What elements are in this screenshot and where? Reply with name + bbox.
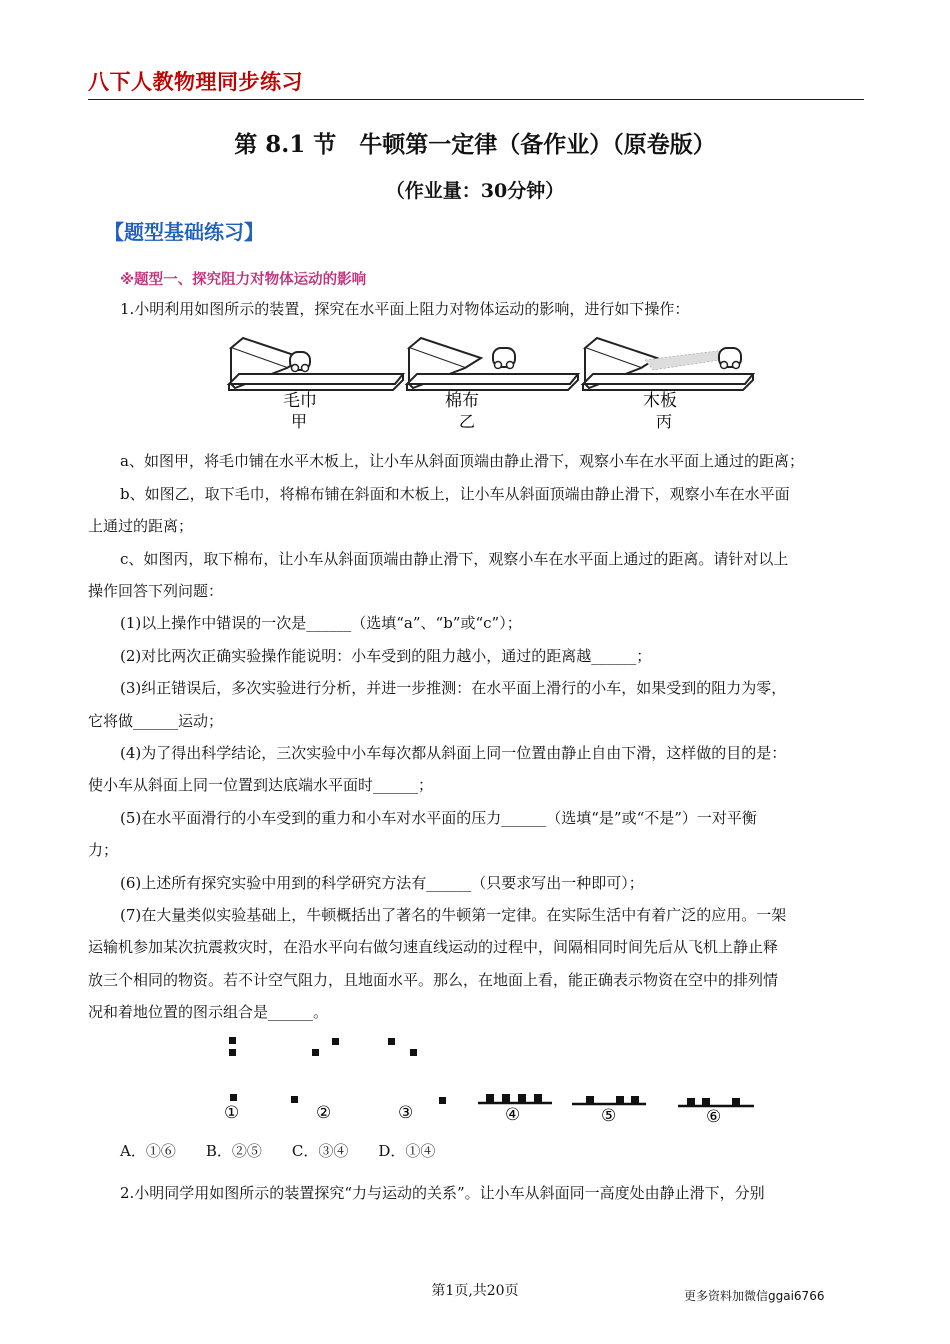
question-1-line: 它将做______运动； [88, 712, 224, 730]
question-1-options: A．①⑥ B．②⑤ C．③④ D．①④ [120, 1142, 436, 1160]
question-1-line: (6)上述所有探究实验中用到的科学研究方法有______（只要求写出一种即可）； [120, 874, 644, 892]
header-divider [88, 99, 864, 100]
question-1-line: 操作回答下列问题： [88, 582, 224, 600]
diagram-label: ③ [398, 1103, 414, 1123]
label-towel: 毛巾 [283, 391, 317, 411]
question-1-line: (4)为了得出科学结论，三次实验中小车每次都从斜面上同一位置由静止自由下滑，这样做的目的是： [120, 744, 787, 762]
section-heading: 【题型基础练习】 [104, 220, 264, 244]
setup-cotton [407, 338, 578, 431]
label-jia: 甲 [291, 412, 308, 431]
label-yi: 乙 [459, 412, 476, 431]
diagram-label: ② [316, 1103, 332, 1123]
drop-arrangement-figure [220, 1030, 765, 1130]
question-1-line: (3)纠正错误后，多次实验进行分析，并进一步推测：在水平面上滑行的小车，如果受到的阻力为零， [120, 679, 787, 697]
diagram-label: ⑥ [706, 1107, 722, 1127]
label-cotton: 棉布 [445, 391, 479, 411]
question-1-stem: 1.小明利用如图所示的装置，探究在水平面上阻力对物体运动的影响，进行如下操作： [120, 300, 690, 318]
page-number: 第1页,共20页 [431, 1283, 519, 1299]
document-subtitle: （作业量：30分钟） [385, 180, 565, 202]
diagram-1 [224, 1037, 239, 1123]
diagram-4 [478, 1094, 552, 1125]
diagram-2 [291, 1038, 339, 1123]
diagram-label: ① [224, 1103, 240, 1123]
question-1-line: 力； [88, 841, 119, 859]
question-1-line: (2)对比两次正确实验操作能说明：小车受到的阻力越小，通过的距离越______； [120, 647, 652, 665]
setup-board [583, 338, 753, 431]
question-1-line: (1)以上操作中错误的一次是______（选填“a”、“b”或“c”）； [120, 614, 522, 632]
question-1-line: b、如图乙，取下毛巾，将棉布铺在斜面和木板上，让小车从斜面顶端由静止滑下，观察小车在水平面 [120, 485, 790, 503]
question-1-line: 放三个相同的物资。若不计空气阻力，且地面水平。那么，在地面上看，能正确表示物资在空中的排列情 [88, 971, 779, 989]
diagram-label: ⑤ [601, 1106, 617, 1126]
question-1-line: a、如图甲，将毛巾铺在水平木板上，让小车从斜面顶端由静止滑下，观察小车在水平面上通过的距离； [120, 452, 804, 470]
label-bing: 丙 [656, 412, 673, 431]
question-1-line: c、如图丙，取下棉布，让小车从斜面顶端由静止滑下，观察小车在水平面上通过的距离。请针对以上 [120, 550, 789, 568]
label-board: 木板 [643, 391, 677, 411]
question-1-line: 况和着地位置的图示组合是______。 [88, 1003, 329, 1021]
question-2-stem: 2.小明同学用如图所示的装置探究“力与运动的关系”。让小车从斜面同一高度处由静止滑下，分别 [120, 1184, 765, 1202]
page-header-title: 八下人教物理同步练习 [88, 70, 303, 94]
question-1-line: (5)在水平面滑行的小车受到的重力和小车对水平面的压力______（选填“是”或“不是”）一对平衡 [120, 809, 757, 827]
question-1-line: 使小车从斜面上同一位置到达底端水平面时______； [88, 776, 434, 794]
diagram-3 [388, 1038, 446, 1123]
diagram-label: ④ [505, 1105, 521, 1125]
question-1-line: 上通过的距离； [88, 517, 194, 535]
ramp-experiment-figure [225, 328, 760, 436]
diagram-5 [572, 1096, 646, 1126]
question-1-line: (7)在大量类似实验基础上，牛顿概括出了著名的牛顿第一定律。在实际生活中有着广泛的应用。一架 [120, 906, 787, 924]
question-type-heading: ※题型一、探究阻力对物体运动的影响 [120, 272, 367, 288]
footer-note: 更多资料加微信ggai6766 [684, 1289, 825, 1303]
diagram-6 [678, 1098, 754, 1127]
setup-towel [229, 338, 403, 431]
question-1-line: 运输机参加某次抗震救灾时，在沿水平向右做匀速直线运动的过程中，间隔相同时间先后从飞机上静止释 [88, 938, 779, 956]
document-title: 第 8.1 节 牛顿第一定律（备作业）（原卷版） [234, 131, 716, 158]
